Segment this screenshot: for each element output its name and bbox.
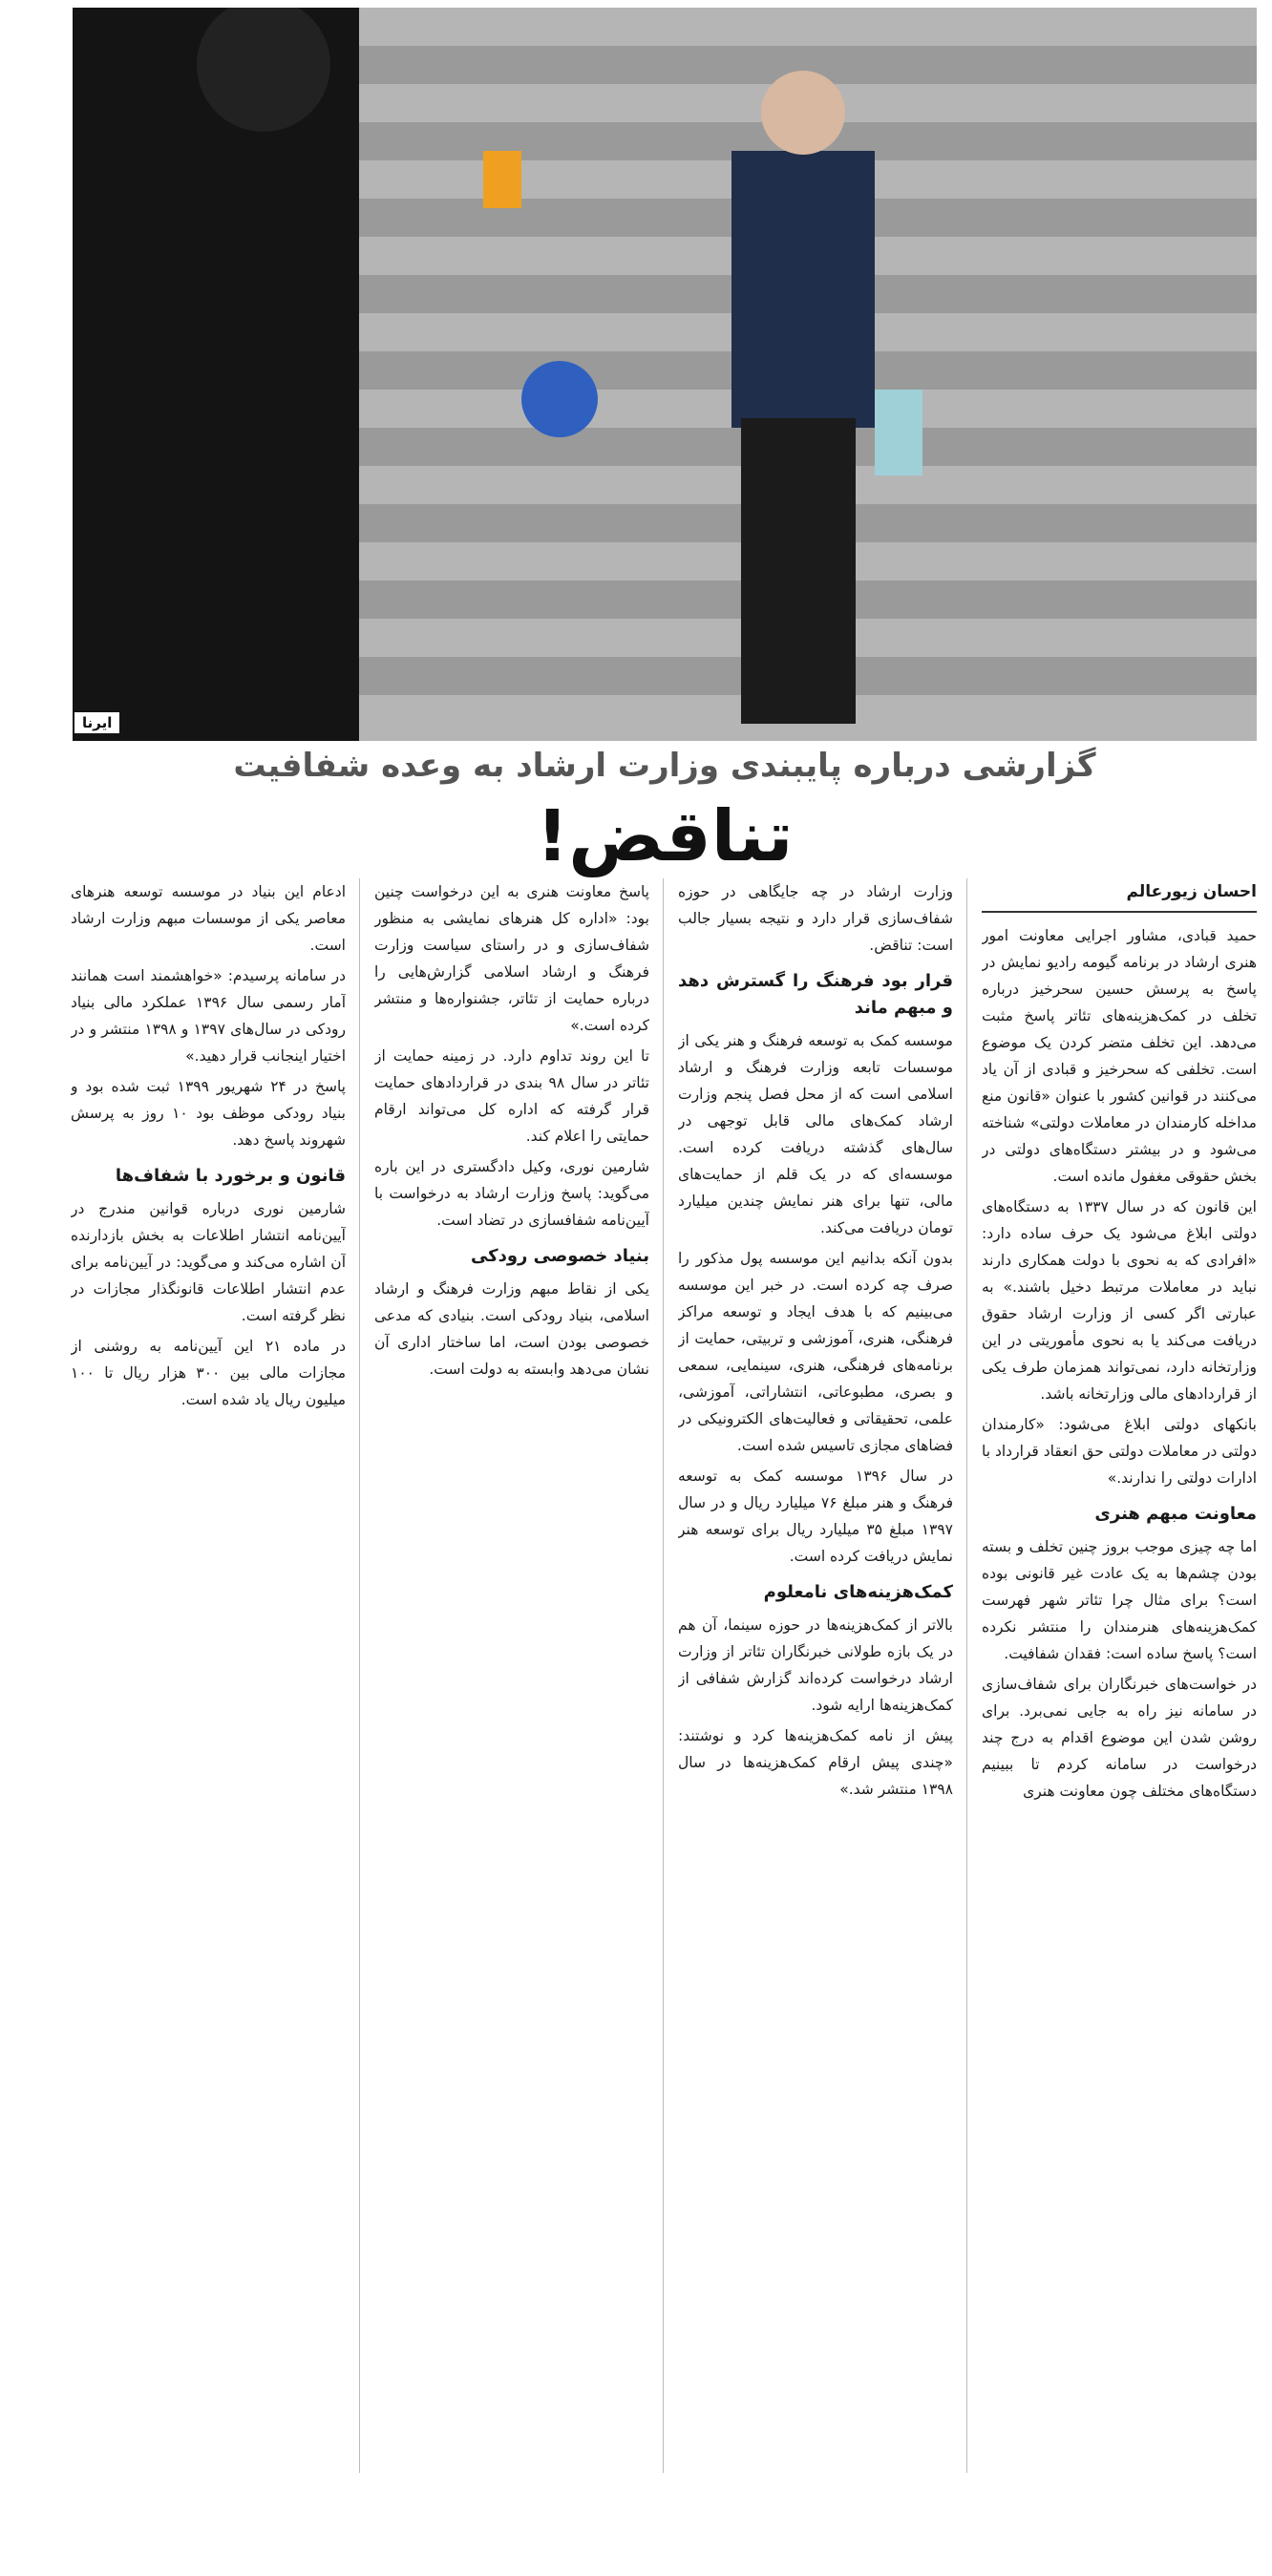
column-divider — [663, 878, 664, 2473]
photo-credit: ایرنا — [74, 712, 119, 733]
paragraph: حمید قبادی، مشاور اجرایی معاونت امور هنری ارشاد در برنامه گیومه رادیو نمایش در پاسخ به پرسش حسین سحرخیز درباره تخلف در کمک‌هزینه‌های تئاتر پاسخ مثبت می‌دهد. این تخلف متضر کردن یک موضوع است. تخلفی که سحرخیز و قبادی از آن یاد می‌کنند در قوانین کشور با عنوان «قانون منع مداخله کارمندان در معاملات دولتی» شناخته می‌شود و در بیشتر دستگاه‌های دولتی در بخش حقوقی مغفول مانده است. — [982, 927, 1257, 1185]
paragraph: شارمین نوری درباره قوانین مندرج در آیین‌نامه انتشار اطلاعات به بخش بازدارنده آن اشاره می‌کند و می‌گوید: در آیین‌نامه برای عدم انتشار اطلاعات قانونگذار مجازات در نظر گرفته است. — [71, 1200, 346, 1324]
section-heading: معاونت مبهم هنری — [1094, 1504, 1257, 1524]
intro-paragraph: وزارت ارشاد در چه جایگاهی در حوزه شفاف‌سازی قرار دارد و نتیجه بسیار جالب است: تناقض. — [678, 883, 953, 954]
column-4 — [71, 878, 346, 2473]
paragraph: بانکهای دولتی ابلاغ می‌شود: «کارمندان دولتی در معاملات دولتی حق انعقاد قرارداد با ادارات دولتی را ندارند.» — [982, 1416, 1257, 1487]
paragraph: ادعام این بنیاد در موسسه توسعه هنرهای معاصر یکی از موسسات مبهم وزارت ارشاد است. — [71, 883, 346, 954]
section-heading: قانون و برخورد با شفاف‌ها — [115, 1166, 346, 1186]
column-divider — [966, 878, 967, 2473]
column-1 — [982, 878, 1257, 2473]
photo-illustration — [73, 8, 1257, 741]
paragraph: در خواست‌های خبرنگاران برای شفاف‌سازی در سامانه نیز راه به جایی نمی‌برد. برای روشن شدن این موضوع اقدام به درج چند درخواست در سامانه کردم تا ببینیم دستگاه‌های مختلف چون معاونت هنری — [982, 1676, 1257, 1800]
article-body — [73, 878, 1257, 2473]
paragraph: این قانون که در سال ۱۳۳۷ به دستگاه‌های دولتی ابلاغ می‌شود یک حرف ساده دارد: «افرادی که به نحوی با دولت همکاری دارند نباید در معاملات مرتبط دخیل باشند.» به عبارتی اگر کسی از وزارت ارشاد حقوق دریافت می‌کند یا به نحوی مأموریتی در این وزارتخانه دارد، نمی‌تواند همزمان طرف یکی از قراردادهای مالی وزارتخانه باشد. — [982, 1198, 1257, 1403]
paragraph: پاسخ معاونت هنری به این درخواست چنین بود: «اداره کل هنرهای نمایشی به منظور شفاف‌سازی و در راستای سیاست وزارت فرهنگ و ارشاد اسلامی گزارش‌هایی را درباره حمایت از تئاتر، جشنواره‌ها و منتشر کرده است.» — [374, 883, 649, 1034]
section-heading: قرار بود فرهنگ را گسترش دهد و مبهم ماند — [678, 971, 953, 1018]
paragraph: پاسخ در ۲۴ شهریور ۱۳۹۹ ثبت شده بود و بنیاد رودکی موظف بود ۱۰ روز به پرسش شهروند پاسخ دهد. — [71, 1078, 346, 1149]
column-2 — [678, 878, 953, 2473]
paragraph: بدون آنکه بدانیم این موسسه پول مذکور را صرف چه کرده است. در خبر این موسسه می‌بینیم که با هدف ایجاد و توسعه مراکز فرهنگی، هنری، آموزشی و تربیتی، حمایت از برنامه‌های فرهنگی، هنری، سینمایی، سمعی و بصری، مطبوعاتی، انتشاراتی، آموزشی، علمی، تحقیقاتی و فعالیت‌های الکترونیکی در فضاهای مجازی تاسیس شده است. — [678, 1250, 953, 1454]
paragraph: در ماده ۲۱ این آیین‌نامه به روشنی از مجازات مالی بین ۳۰۰ هزار ریال تا ۱۰۰ میلیون ریال یاد شده است. — [71, 1338, 346, 1408]
paragraph: اما چه چیزی موجب بروز چنین تخلف و بسته بودن چشم‌ها به یک عادت غیر قانونی بوده است؟ برای مثال چرا تئاتر شهر فهرست کمک‌هزینه‌های هنرمندان را منتشر نکرده است؟ پاسخ ساده است: فقدان شفافیت. — [982, 1538, 1257, 1662]
byline: احسان زیورعالم — [982, 878, 1257, 913]
paragraph: بالاتر از کمک‌هزینه‌ها در حوزه سینما، آن هم در یک بازه طولانی خبرنگاران تئاتر از وزارت ارشاد درخواست کرده‌اند گزارش شفافی از کمک‌هزینه‌ها ارایه شود. — [678, 1616, 953, 1714]
column-divider — [359, 878, 360, 2473]
paragraph: پیش از نامه کمک‌هزینه‌ها کرد و نوشتند: «چندی پیش ارقام کمک‌هزینه‌ها در سال ۱۳۹۸ منتشر شد.» — [678, 1727, 953, 1798]
paragraph: موسسه کمک به توسعه فرهنگ و هنر یکی از موسسات تابعه وزارت فرهنگ و ارشاد اسلامی است که از محل فصل پنجم وزارت ارشاد کمک‌های مالی قابل توجهی در سال‌های گذشته دریافت کرده است. موسسه‌ای که در یک قلم از حمایت‌های مالی، تنها برای هنر نمایش چندین میلیارد تومان دریافت می‌کند. — [678, 1032, 953, 1236]
article-photo — [73, 8, 1257, 741]
section-heading: کمک‌هزینه‌های نامعلوم — [763, 1582, 953, 1602]
column-3 — [374, 878, 649, 2473]
paragraph: شارمین نوری، وکیل دادگستری در این باره می‌گوید: پاسخ وزارت ارشاد به درخواست با آیین‌نامه شفافسازی در تضاد است. — [374, 1158, 649, 1229]
paragraph: تا این روند تداوم دارد. در زمینه حمایت از تئاتر در سال ۹۸ بندی در قراردادهای حمایت قرار گرفته که اداره کل می‌تواند ارقام حمایتی را اعلام کند. — [374, 1047, 649, 1145]
article-kicker: گزارشی درباره پایبندی وزارت ارشاد به وعده شفافیت — [233, 747, 1096, 785]
paragraph: در سامانه پرسیدم: «خواهشمند است همانند آمار رسمی سال ۱۳۹۶ عملکرد مالی بنیاد رودکی در سال‌های ۱۳۹۷ و ۱۳۹۸ منتشر و در اختیار اینجانب قرار دهید.» — [71, 967, 346, 1065]
paragraph: یکی از نقاط مبهم وزارت فرهنگ و ارشاد اسلامی، بنیاد رودکی است. بنیادی که مدعی خصوصی بودن است، اما ساختار اداری آن نشان می‌دهد وابسته به دولت است. — [374, 1280, 649, 1378]
article-headline: تناقض! — [536, 795, 794, 877]
paragraph: در سال ۱۳۹۶ موسسه کمک به توسعه فرهنگ و هنر مبلغ ۷۶ میلیارد ریال و در سال ۱۳۹۷ مبلغ ۳۵ میلیارد ریال برای توسعه هنر نمایش دریافت کرده است. — [678, 1467, 953, 1565]
section-heading: بنیاد خصوصی رودکی — [470, 1246, 649, 1266]
